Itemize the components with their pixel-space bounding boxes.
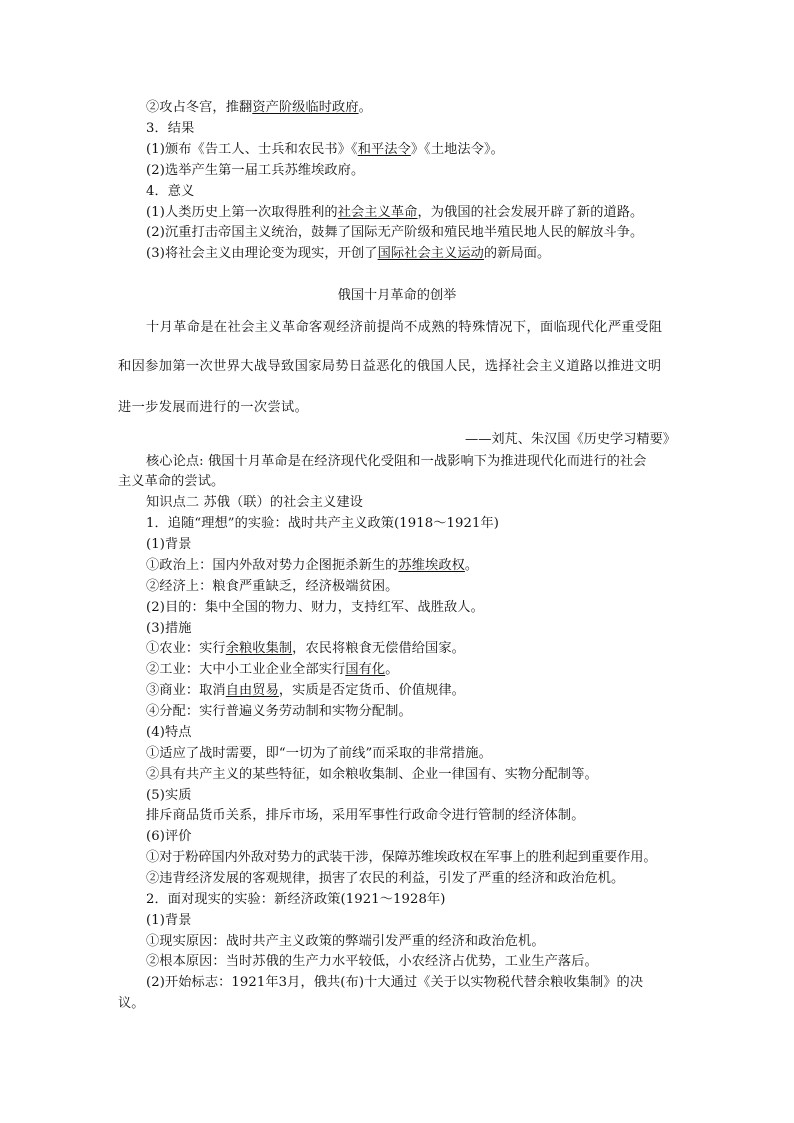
- measure-distribution: ④分配：实行普遍义务劳动制和实物分配制。: [146, 704, 412, 719]
- quote-line-2: 和因参加第一次世界大战导致国家局势日益恶化的俄国人民，选择社会主义道路以推进文明: [118, 359, 662, 374]
- meaning-heading: 4．意义: [146, 184, 195, 199]
- meaning-item-3: (3)将社会主义由理论变为现实，开创了国际社会主义运动的新局面。: [146, 246, 551, 261]
- underlined-term: 和平法令: [357, 142, 411, 157]
- section-1-heading: 1．追随“理想”的实验：战时共产主义政策(1918～1921年): [146, 516, 500, 531]
- purpose-line: (2)目的：集中全国的物力、财力，支持红军、战胜敌人。: [146, 600, 484, 615]
- meaning-item-1: (1)人类历史上第一次取得胜利的社会主义革命，为俄国的社会发展开辟了新的道路。: [146, 205, 644, 220]
- feature-item-2: ②具有共产主义的某些特征，如余粮收集制、企业一律国有、实物分配制等。: [146, 767, 598, 782]
- measure-commerce: ③商业：取消自由贸易，实质是否定货币、价值规律。: [146, 683, 465, 698]
- essence-heading: (5)实质: [146, 788, 192, 803]
- background-heading: (1)背景: [146, 537, 192, 552]
- feature-item-1: ①适应了战时需要，即“一切为了前线”而采取的非常措施。: [146, 746, 492, 761]
- underlined-term: 余粮收集制: [225, 641, 293, 656]
- quote-line-3: 进一步发展而进行的一次尝试。: [118, 400, 309, 415]
- evaluation-heading: (6)评价: [146, 829, 192, 844]
- underlined-term: 国有化: [345, 662, 386, 677]
- underlined-term: 国际社会主义运动: [377, 246, 484, 261]
- background-2-heading: (1)背景: [146, 913, 192, 928]
- evaluation-item-2: ②违背经济发展的客观规律，损害了农民的利益，引发了严重的经济和政治危机。: [146, 871, 625, 886]
- section-2-heading: 2．面对现实的实验：新经济政策(1921～1928年): [146, 892, 446, 907]
- essence-line: 排斥商品货币关系，排斥市场，采用军事性行政命令进行管制的经济体制。: [146, 808, 585, 823]
- features-heading: (4)特点: [146, 725, 192, 740]
- evaluation-item-1: ①对于粉碎国内外敌对势力的武装干涉，保障苏维埃政权在军事上的胜利起到重要作用。: [146, 850, 657, 865]
- measures-heading: (3)措施: [146, 621, 192, 636]
- start-marker-line-2: 议。: [118, 996, 145, 1011]
- underlined-term: 自由贸易: [225, 683, 279, 698]
- line-attack-winter-palace: ②攻占冬宫，推翻资产阶级临时政府。: [146, 100, 372, 115]
- core-argument-line-2: 主义革命的尝试。: [118, 474, 225, 489]
- measure-industry: ②工业：大中小工业企业全部实行国有化。: [146, 662, 399, 677]
- result-item-2: (2)选举产生第一届工兵苏维埃政府。: [146, 163, 365, 178]
- measure-agriculture: ①农业：实行余粮收集制，农民将粮食无偿借给国家。: [146, 641, 465, 656]
- reason-fundamental: ②根本原因：当时苏俄的生产力水平较低，小农经济占优势，工业生产落后。: [146, 954, 598, 969]
- quote-citation: ——刘芃、朱汉国《历史学习精要》: [465, 432, 676, 447]
- insight-title: 俄国十月革命的创举: [337, 288, 457, 303]
- quote-line-1: 十月革命是在社会主义革命客观经济前提尚不成熟的特殊情况下，面临现代化严重受阻: [146, 320, 663, 335]
- underlined-term: 资产阶级临时政府: [252, 100, 359, 115]
- underlined-term: 苏维埃政权: [398, 558, 465, 573]
- underlined-term: 社会主义革命: [337, 205, 418, 220]
- meaning-item-2: (2)沉重打击帝国主义统治，鼓舞了国际无产阶级和殖民地半殖民地人民的解放斗争。: [146, 225, 644, 240]
- result-item-1: (1)颁布《告工人、士兵和农民书》《和平法令》《土地法令》。: [146, 142, 504, 157]
- start-marker-line-1: (2)开始标志：1921年3月，俄共(布)十大通过《关于以实物税代替余粮收集制》的决: [146, 975, 644, 990]
- reason-realistic: ①现实原因：战时共产主义政策的弊端引发严重的经济和政治危机。: [146, 934, 545, 949]
- background-item-1: ①政治上：国内外敌对势力企图扼杀新生的苏维埃政权。: [146, 558, 479, 573]
- core-argument-line-1: 核心论点: 俄国十月革命是在经济现代化受阻和一战影响下为推进现代化而进行的社会: [146, 454, 647, 469]
- background-item-2: ②经济上：粮食严重缺乏，经济极端贫困。: [146, 579, 399, 594]
- knowledge-point-heading: 知识点二 苏俄（联）的社会主义建设: [146, 495, 363, 510]
- result-heading: 3．结果: [146, 121, 195, 136]
